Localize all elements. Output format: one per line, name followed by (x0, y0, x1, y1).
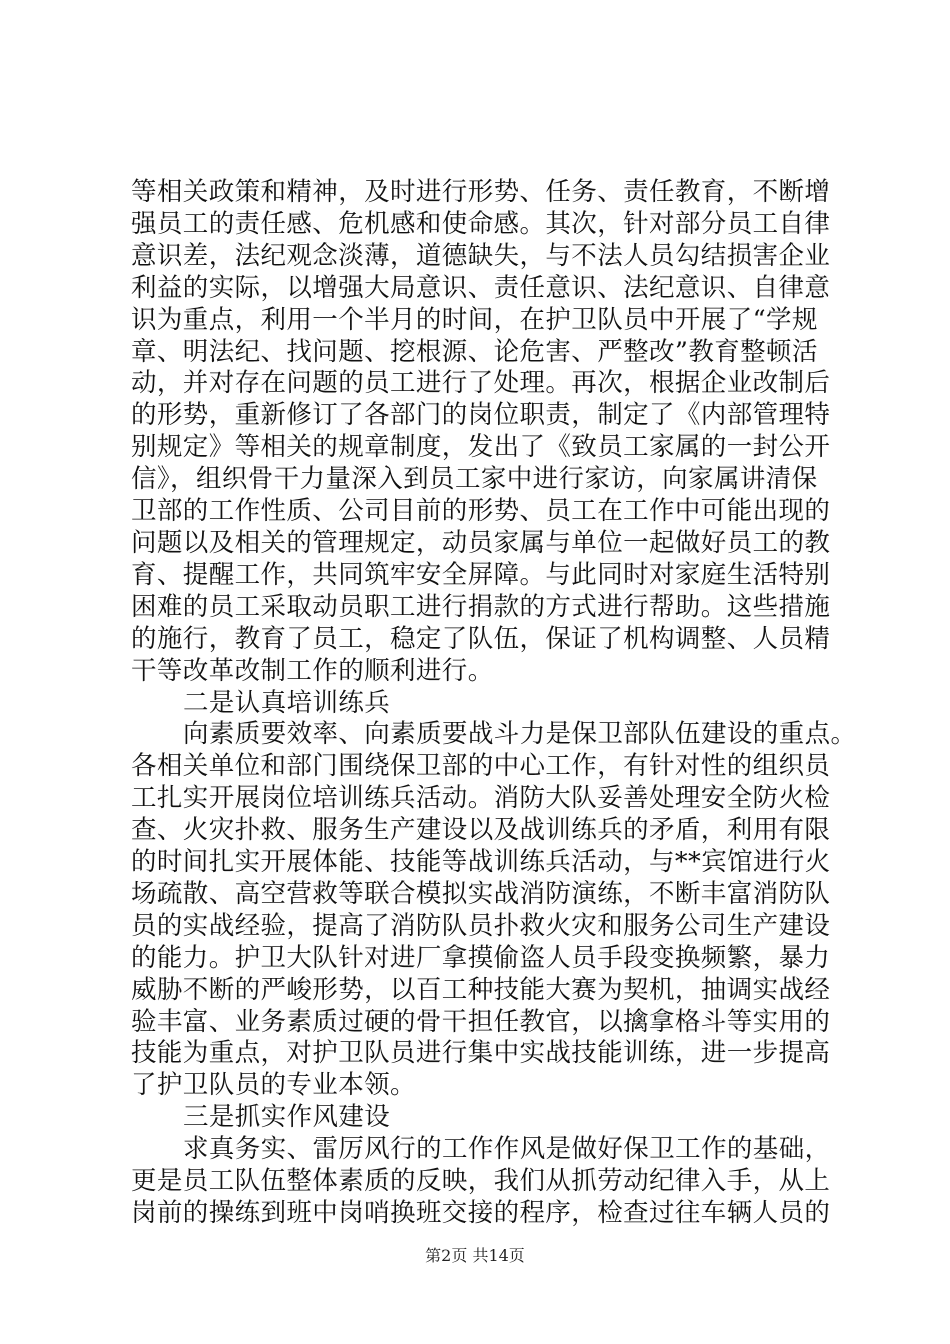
text-line: 更是员工队伍整体素质的反映，我们从抓劳动纪律入手，从上 (131, 1166, 831, 1196)
text-line: 别规定》等相关的规章制度，发出了《致员工家属的一封公开 (131, 432, 831, 462)
text-line: 利益的实际，以增强大局意识、责任意识、法纪意识、自律意 (131, 273, 831, 303)
text-line: 的能力。护卫大队针对进厂拿摸偷盗人员手段变换频繁，暴力 (131, 943, 831, 973)
text-line: 各相关单位和部门围绕保卫部的中心工作，有针对性的组织员 (131, 751, 831, 781)
section-heading: 二是认真培训练兵 (183, 688, 391, 718)
text-line: 求真务实、雷厉风行的工作作风是做好保卫工作的基础， (183, 1134, 831, 1164)
text-line: 的时间扎实开展体能、技能等战训练兵活动，与**宾馆进行火 (131, 847, 831, 877)
text-line: 卫部的工作性质、公司目前的形势、员工在工作中可能出现的 (131, 496, 831, 526)
text-line: 信》，组织骨干力量深入到员工家中进行家访，向家属讲清保 (131, 464, 818, 494)
text-line: 意识差，法纪观念淡薄，道德缺失，与不法人员勾结损害企业 (131, 241, 831, 271)
text-line: 岗前的操练到班中岗哨换班交接的程序，检查过往车辆人员的 (131, 1198, 831, 1228)
text-line: 等相关政策和精神，及时进行形势、任务、责任教育，不断增 (131, 177, 831, 207)
page-number: 第2页 共14页 (425, 1246, 525, 1265)
text-line: 场疏散、高空营救等联合模拟实战消防演练，不断丰富消防队 (131, 879, 831, 909)
text-line: 的施行，教育了员工，稳定了队伍，保证了机构调整、人员精 (131, 624, 831, 654)
text-line: 验丰富、业务素质过硬的骨干担任教官，以擒拿格斗等实用的 (131, 1007, 831, 1037)
text-line: 章、明法纪、找问题、挖根源、论危害、严整改”教育整顿活 (131, 337, 818, 367)
text-line: 育、提醒工作，共同筑牢安全屏障。与此同时对家庭生活特别 (131, 560, 831, 590)
text-line: 强员工的责任感、危机感和使命感。其次，针对部分员工自律 (131, 209, 831, 239)
text-line: 员的实战经验，提高了消防队员扑救火灾和服务公司生产建设 (131, 911, 831, 941)
text-line: 动，并对存在问题的员工进行了处理。再次，根据企业改制后 (131, 368, 831, 398)
text-line: 了护卫队员的专业本领。 (131, 1070, 416, 1100)
text-line: 的形势，重新修订了各部门的岗位职责，制定了《内部管理特 (131, 400, 831, 430)
section-heading: 三是抓实作风建设 (183, 1102, 391, 1132)
text-line: 工扎实开展岗位培训练兵活动。消防大队妥善处理安全防火检 (131, 783, 831, 813)
text-line: 威胁不断的严峻形势，以百工种技能大赛为契机，抽调实战经 (131, 975, 831, 1005)
text-line: 问题以及相关的管理规定，动员家属与单位一起做好员工的教 (131, 528, 831, 558)
text-line: 困难的员工采取动员职工进行捐款的方式进行帮助。这些措施 (131, 592, 831, 622)
text-line: 技能为重点，对护卫队员进行集中实战技能训练，进一步提高 (131, 1038, 831, 1068)
text-line: 查、火灾扑救、服务生产建设以及战训练兵的矛盾，利用有限 (131, 815, 831, 845)
text-line: 向素质要效率、向素质要战斗力是保卫部队伍建设的重点。 (183, 719, 857, 749)
text-line: 干等改革改制工作的顺利进行。 (131, 656, 494, 686)
text-line: 识为重点，利用一个半月的时间，在护卫队员中开展了“学规 (131, 305, 818, 335)
